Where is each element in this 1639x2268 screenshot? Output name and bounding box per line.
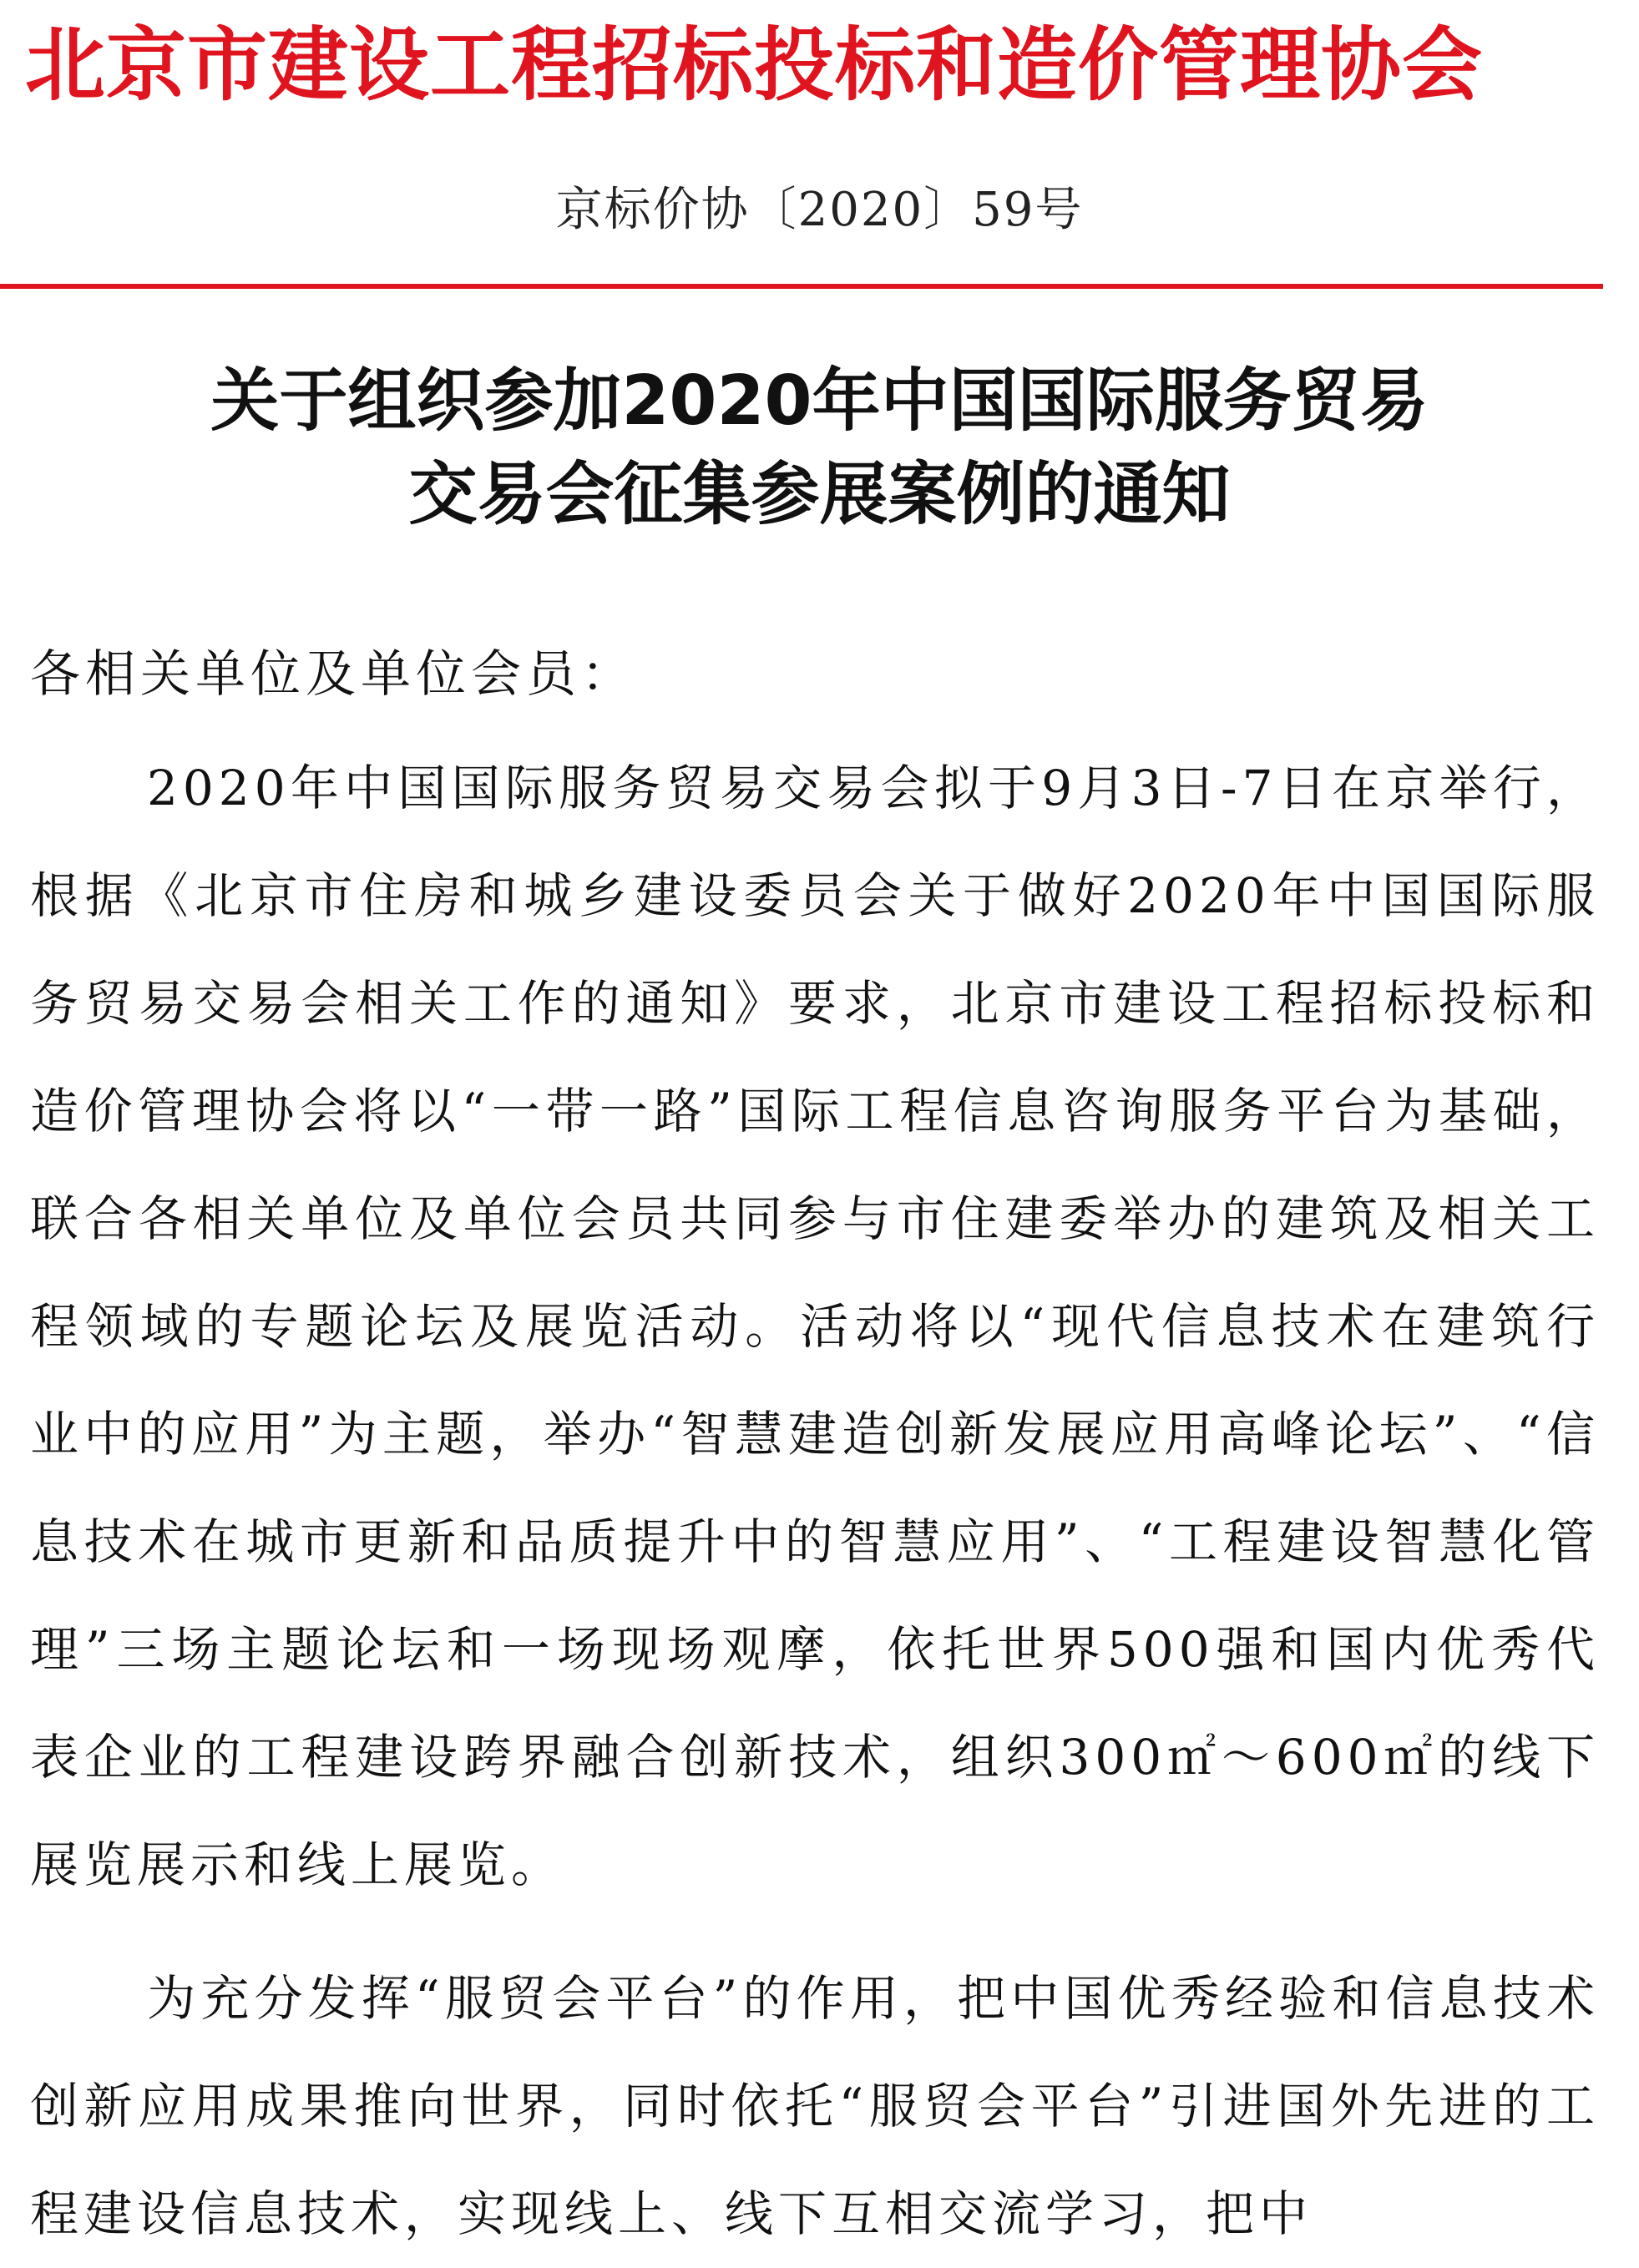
title-line-1: 关于组织参加2020年中国国际服务贸易: [210, 361, 1429, 441]
document-number: 京标价协〔2020〕59号: [555, 183, 1084, 237]
document-title: [0, 355, 1639, 542]
salutation: 各相关单位及单位会员：: [30, 645, 636, 704]
paragraph-text: 为充分发挥“服贸会平台”的作用，把中国优秀经验和信息技术创新应用成果推向世界，同时依托“服贸会平台”引进国外先进的工程建设信息技术，实现线上、线下互相交流学习，把中: [30, 1970, 1600, 2242]
body-paragraph-2: [30, 1945, 1600, 2268]
title-line-2: 交易会征集参展案例的通知: [408, 455, 1231, 534]
red-divider-line: [0, 284, 1603, 289]
org-header: 北京市建设工程招标投标和造价管理协会: [25, 18, 1483, 112]
paragraph-text: 2020年中国国际服务贸易交易会拟于9月3日-7日在京举行，根据《北京市住房和城乡建设委员会关于做好2020年中国国际服务贸易交易会相关工作的通知》要求，北京市建设工程招标投标和造价管理协会将以“一带一路”国际工程信息咨询服务平台为基础，联合各相关单位及单位会员共同参与市住建委举办的建筑及相关工程领域的专题论坛及展览活动。活动将以“现代信息技术在建筑行业中的应用”为主题，举办“智慧建造创新发展应用高峰论坛”、“信息技术在城市更新和品质提升中的智慧应用”、“工程建设智慧化管理”三场主题论坛和一场现场观摩，依托世界500强和国内优秀代表企业的工程建设跨界融合创新技术，组织300㎡～600㎡的线下展览展示和线上展览。: [30, 760, 1600, 1893]
body-paragraph-1: [30, 735, 1600, 1919]
